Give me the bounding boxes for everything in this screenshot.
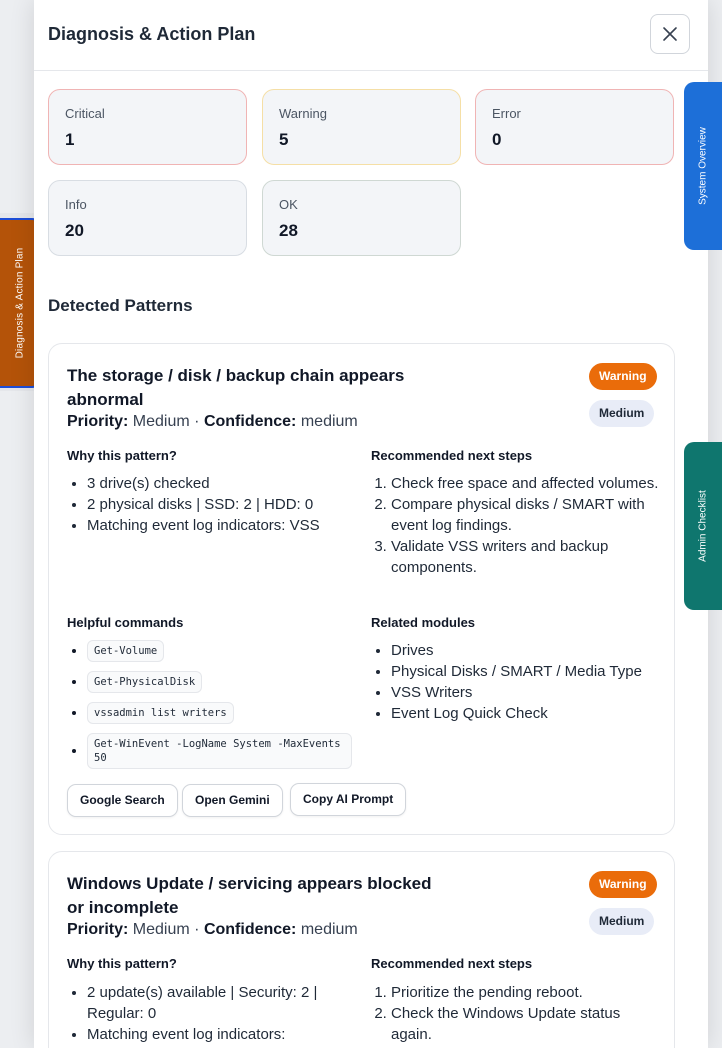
why-list <box>67 473 352 536</box>
priority-value: Medium <box>132 921 190 938</box>
stat-label: Warning <box>279 106 327 121</box>
pattern-meta: Priority: Medium · Confidence: medium <box>67 921 358 938</box>
stat-critical <box>48 89 247 165</box>
steps-heading: Recommended next steps <box>371 448 533 463</box>
stat-error <box>475 89 674 165</box>
list-item <box>87 733 357 769</box>
command-code[interactable]: vssadmin list writers <box>87 702 234 724</box>
confidence-label: Confidence: <box>203 413 297 430</box>
command-code[interactable]: Get-Volume <box>87 640 164 662</box>
tab-system-overview-label: System Overview <box>697 127 709 205</box>
steps-list <box>371 473 661 578</box>
tab-admin-checklist-label: Admin Checklist <box>697 490 709 562</box>
commands-heading: Helpful commands <box>67 615 184 630</box>
list-item: • Matching event log indicators: <box>87 1024 342 1045</box>
priority-label: Priority: <box>67 921 129 938</box>
list-item: • 2 physical disks | SSD: 2 | HDD: 0 <box>87 494 352 515</box>
stat-warning <box>262 89 461 165</box>
pattern-card <box>48 851 675 1048</box>
list-item: 2. Check the Windows Update status again. <box>391 1003 656 1045</box>
stat-ok <box>262 180 461 256</box>
stat-value: 5 <box>279 130 289 149</box>
modules-heading: Related modules <box>371 615 476 630</box>
list-item <box>87 702 357 724</box>
close-icon <box>662 26 678 42</box>
confidence-label: Confidence: <box>203 921 297 938</box>
steps-heading: Recommended next steps <box>371 956 533 971</box>
panel-header <box>34 0 708 71</box>
list-item: • 3 drive(s) checked <box>87 473 352 494</box>
commands-list <box>67 640 357 778</box>
stat-label: Error <box>492 106 521 121</box>
priority-badge: Medium <box>589 908 654 935</box>
list-item: 3. Validate VSS writers and backup components. <box>391 536 661 578</box>
list-item <box>87 640 357 662</box>
why-heading: Why this pattern? <box>67 448 177 463</box>
priority-value: Medium <box>132 413 190 430</box>
list-item: • 2 update(s) available | Security: 2 | Regular: 0 <box>87 982 342 1024</box>
tab-system-overview[interactable] <box>684 82 722 250</box>
stat-label: Critical <box>65 106 105 121</box>
stat-value: 1 <box>65 130 75 149</box>
pattern-meta: Priority: Medium · Confidence: medium <box>67 413 358 430</box>
modules-list <box>371 640 666 724</box>
diagnosis-panel <box>34 0 708 1048</box>
priority-badge: Medium <box>589 400 654 427</box>
tab-diagnosis-label: Diagnosis & Action Plan <box>14 247 26 359</box>
confidence-value: medium <box>300 921 358 938</box>
google-search-button[interactable]: Google Search <box>67 784 178 817</box>
confidence-value: medium <box>300 413 358 430</box>
severity-badge: Warning <box>589 363 657 390</box>
list-item: 1. Prioritize the pending reboot. <box>391 982 656 1003</box>
stat-label: Info <box>65 197 87 212</box>
list-item: • Event Log Quick Check <box>391 703 666 724</box>
list-item: • Physical Disks / SMART / Media Type <box>391 661 666 682</box>
panel-title: Diagnosis & Action Plan <box>48 24 256 44</box>
open-gemini-button[interactable]: Open Gemini <box>182 784 283 817</box>
close-button[interactable] <box>650 14 690 54</box>
stat-value: 0 <box>492 130 502 149</box>
list-item: 1. Check free space and affected volumes. <box>391 473 661 494</box>
list-item: • Drives <box>391 640 666 661</box>
severity-badge: Warning <box>589 871 657 898</box>
copy-ai-prompt-button[interactable]: Copy AI Prompt <box>290 783 406 816</box>
command-code[interactable]: Get-WinEvent -LogName System -MaxEvents 50 <box>87 733 352 769</box>
tab-admin-checklist[interactable] <box>684 442 722 610</box>
section-title: Detected Patterns <box>48 296 193 315</box>
pattern-title: The storage / disk / backup chain appears abnormal <box>67 366 405 409</box>
command-code[interactable]: Get-PhysicalDisk <box>87 671 202 693</box>
list-item: • Matching event log indicators: VSS <box>87 515 352 536</box>
list-item <box>87 671 357 693</box>
why-list <box>67 982 342 1045</box>
steps-list <box>371 982 656 1045</box>
stat-info <box>48 180 247 256</box>
pattern-card <box>48 343 675 835</box>
pattern-title: Windows Update / servicing appears blocked or incomplete <box>67 874 432 917</box>
why-heading: Why this pattern? <box>67 956 177 971</box>
priority-label: Priority: <box>67 413 129 430</box>
stat-value: 20 <box>65 221 84 240</box>
list-item: • VSS Writers <box>391 682 666 703</box>
stat-label: OK <box>279 197 298 212</box>
list-item: 2. Compare physical disks / SMART with event log findings. <box>391 494 661 536</box>
stat-value: 28 <box>279 221 298 240</box>
